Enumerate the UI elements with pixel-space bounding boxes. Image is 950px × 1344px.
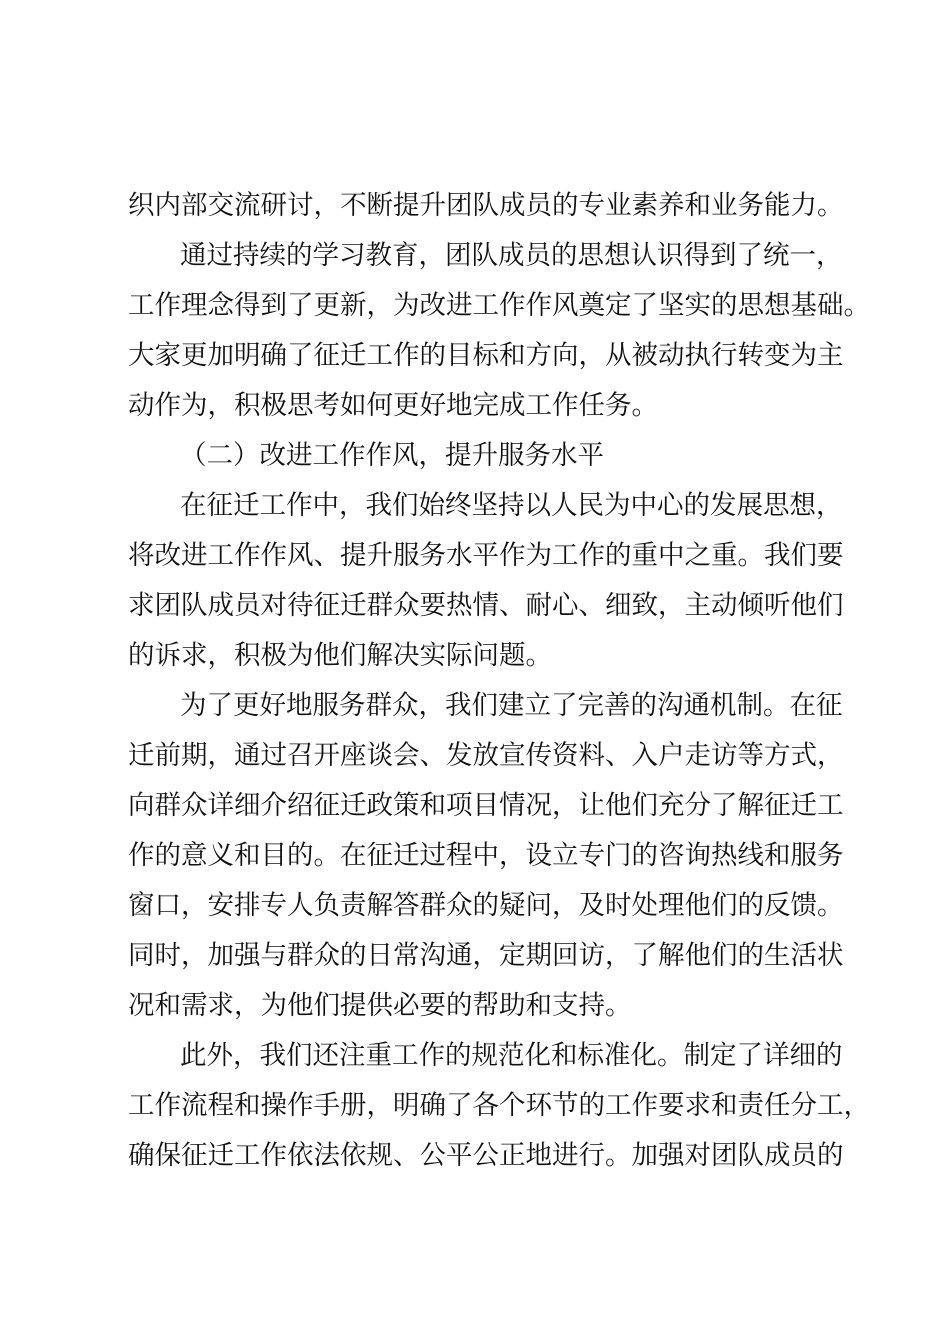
paragraph-line: 工作流程和操作手册，明确了各个环节的工作要求和责任分工， — [128, 1090, 870, 1121]
paragraph-line: 为了更好地服务群众，我们建立了完善的沟通机制。在征 — [180, 690, 843, 721]
paragraph-line: 动作为，积极思考如何更好地完成工作任务。 — [128, 390, 658, 421]
paragraph-line: 此外，我们还注重工作的规范化和标准化。制定了详细的 — [180, 1040, 843, 1071]
paragraph-line: 窗口，安排专人负责解答群众的疑问，及时处理他们的反馈。 — [128, 890, 844, 921]
paragraph-line: 大家更加明确了征迁工作的目标和方向，从被动执行转变为主 — [128, 340, 844, 371]
paragraph-line: 通过持续的学习教育，团队成员的思想认识得到了统一， — [180, 240, 843, 271]
paragraph-line: 在征迁工作中，我们始终坚持以人民为中心的发展思想， — [180, 490, 843, 521]
paragraph-line: 确保征迁工作依法依规、公平公正地进行。加强对团队成员的 — [128, 1140, 844, 1171]
paragraph-line: 同时，加强与群众的日常沟通，定期回访，了解他们的生活状 — [128, 940, 844, 971]
section-heading: （二）改进工作作风，提升服务水平 — [180, 440, 604, 471]
paragraph-line: 向群众详细介绍征迁政策和项目情况，让他们充分了解征迁工 — [128, 790, 844, 821]
paragraph-line: 作的意义和目的。在征迁过程中，设立专门的咨询热线和服务 — [128, 840, 844, 871]
paragraph-line: 将改进工作作风、提升服务水平作为工作的重中之重。我们要 — [128, 540, 844, 571]
paragraph-line: 工作理念得到了更新，为改进工作作风奠定了坚实的思想基础。 — [128, 290, 870, 321]
paragraph-line: 况和需求，为他们提供必要的帮助和支持。 — [128, 990, 632, 1021]
paragraph-line: 求团队成员对待征迁群众要热情、耐心、细致，主动倾听他们 — [128, 590, 844, 621]
paragraph-line: 织内部交流研讨，不断提升团队成员的专业素养和业务能力。 — [128, 190, 844, 221]
paragraph-line: 迁前期，通过召开座谈会、发放宣传资料、入户走访等方式， — [128, 740, 844, 771]
paragraph-line: 的诉求，积极为他们解决实际问题。 — [128, 640, 552, 671]
